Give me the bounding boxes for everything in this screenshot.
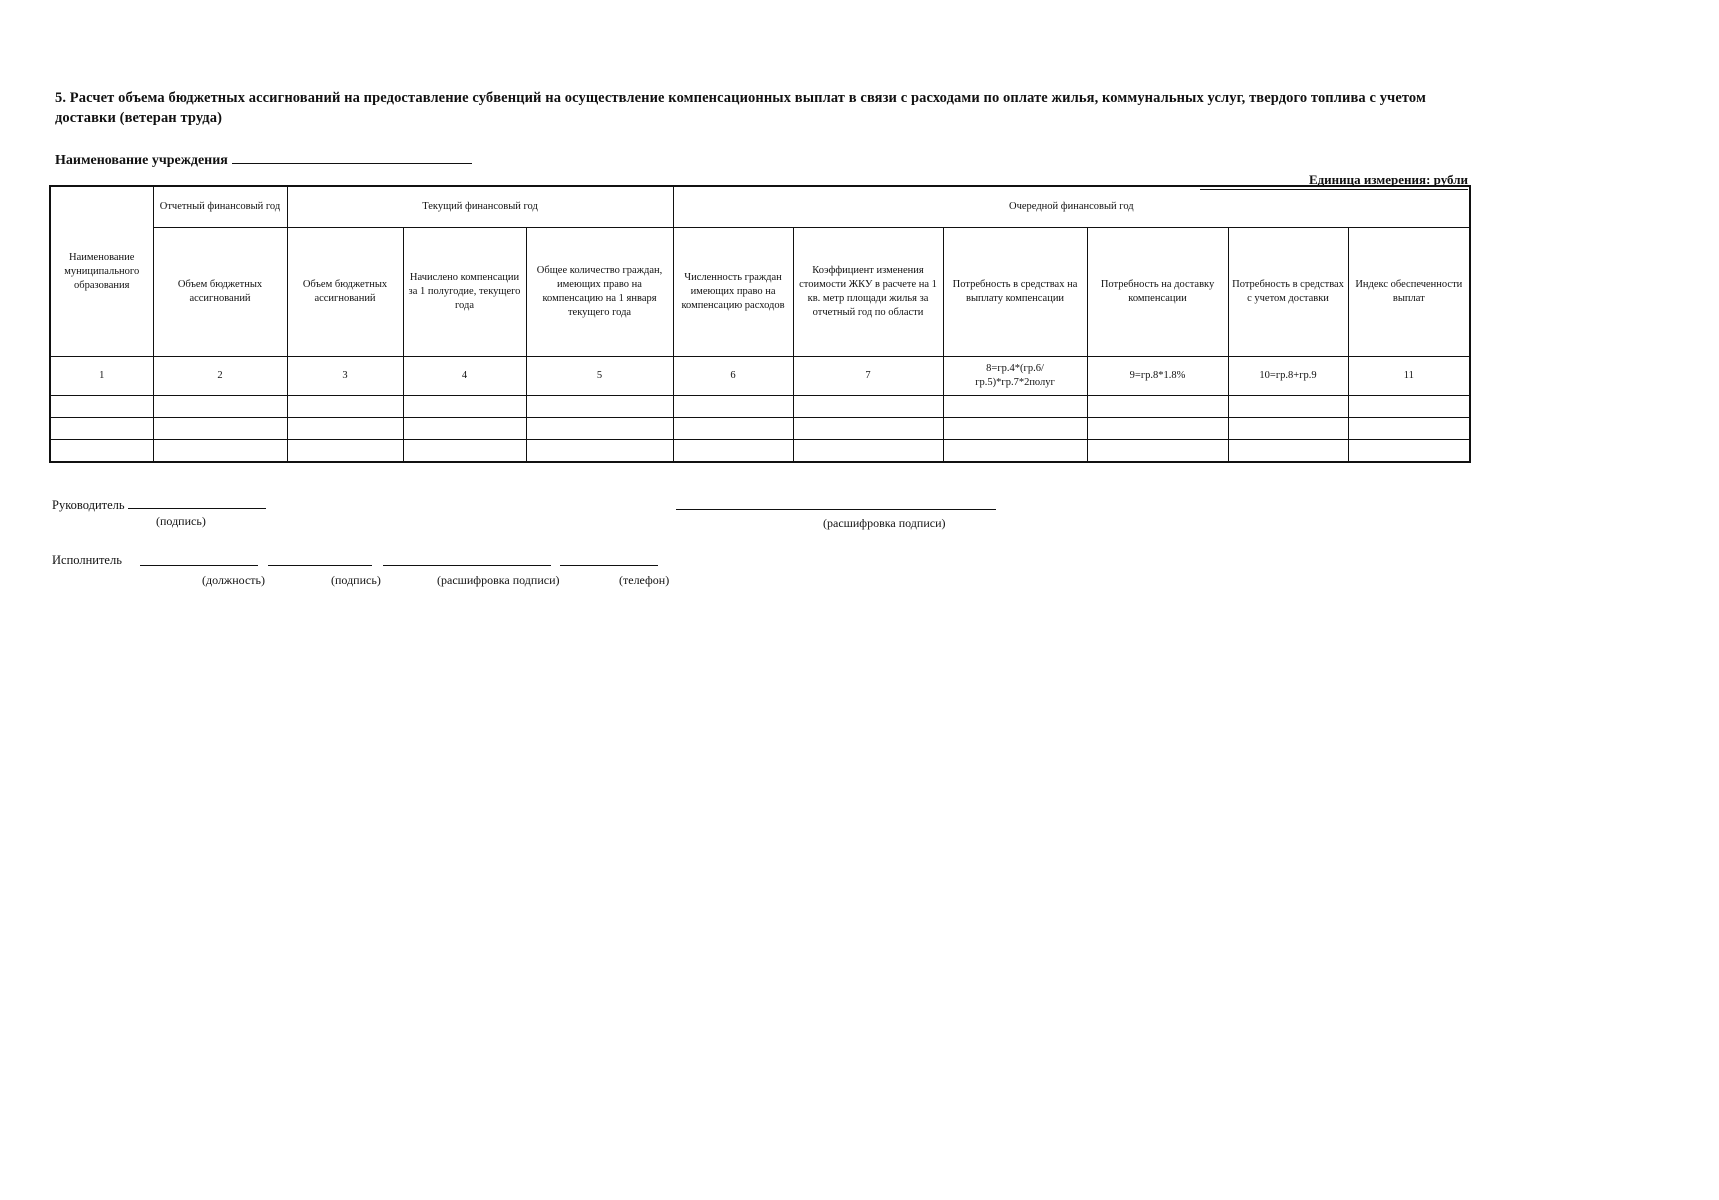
head-decoding-caption: (расшифровка подписи): [823, 516, 946, 530]
table-cell[interactable]: [153, 396, 287, 418]
head-signature-line[interactable]: [128, 496, 266, 509]
table-cell[interactable]: [1087, 396, 1228, 418]
header-col-3: Объем бюджетных ассигнований: [287, 228, 403, 357]
colnum-10-formula: 10=гр.8+гр.9: [1228, 357, 1348, 396]
table-cell[interactable]: [287, 418, 403, 440]
table-cell[interactable]: [793, 396, 943, 418]
header-col-9: Потребность на доставку компенсации: [1087, 228, 1228, 357]
executor-position-line[interactable]: [140, 553, 258, 566]
header-municipality: Наименование муниципального образования: [50, 186, 153, 357]
executor-caption-position: (должность): [202, 573, 265, 587]
executor-phone-line-wrap: [560, 553, 658, 570]
header-col-6: Численность граждан имеющих право на компенсацию расходов: [673, 228, 793, 357]
executor-phone-line[interactable]: [560, 553, 658, 566]
table-cell[interactable]: [153, 440, 287, 463]
institution-blank-line[interactable]: [232, 149, 472, 164]
table-cell[interactable]: [403, 396, 526, 418]
table-cell[interactable]: [1348, 418, 1470, 440]
executor-signature-line[interactable]: [268, 553, 372, 566]
table-cell[interactable]: [793, 440, 943, 463]
table-cell[interactable]: [1228, 440, 1348, 463]
head-signature-block: [52, 496, 266, 513]
table-cell[interactable]: [403, 440, 526, 463]
colnum-1: 1: [50, 357, 153, 396]
document-title: 5. Расчет объема бюджетных ассигнований на предоставление субвенций на осуществление компенсационных выплат в связи с расходами по оплате жилья, коммунальных услуг, твердого топлива с учетом доставки (ветеран труда): [55, 90, 1426, 126]
colnum-4: 4: [403, 357, 526, 396]
table-cell[interactable]: [526, 396, 673, 418]
calculation-table: [49, 185, 1471, 463]
colnum-11: 11: [1348, 357, 1470, 396]
header-row-columns: [50, 228, 1470, 357]
executor-signature-line-wrap: [268, 553, 372, 570]
executor-label: Исполнитель: [52, 553, 122, 567]
table-cell[interactable]: [1228, 418, 1348, 440]
table-cell[interactable]: [1348, 396, 1470, 418]
header-group-reporting-year: Отчетный финансовый год: [153, 186, 287, 228]
table-cell[interactable]: [793, 418, 943, 440]
header-col-4: Начислено компенсации за 1 полугодие, текущего года: [403, 228, 526, 357]
head-signature-caption: (подпись): [156, 514, 206, 528]
colnum-7: 7: [793, 357, 943, 396]
table-cell[interactable]: [50, 418, 153, 440]
table-cell[interactable]: [1087, 418, 1228, 440]
table-cell[interactable]: [526, 418, 673, 440]
table-cell[interactable]: [1228, 396, 1348, 418]
table-cell[interactable]: [403, 418, 526, 440]
executor-position-line-wrap: [140, 553, 258, 570]
table-cell[interactable]: [526, 440, 673, 463]
header-col-11: Индекс обеспеченности выплат: [1348, 228, 1470, 357]
colnum-2: 2: [153, 357, 287, 396]
colnum-8-formula: 8=гр.4*(гр.6/гр.5)*гр.7*2полуг: [943, 357, 1087, 396]
head-decoding-line[interactable]: [676, 497, 996, 510]
header-group-next-year: Очередной финансовый год: [673, 186, 1470, 228]
table-cell[interactable]: [1348, 440, 1470, 463]
head-label: Руководитель: [52, 498, 125, 512]
column-number-row: [50, 357, 1470, 396]
table-row: [50, 396, 1470, 418]
units-label: Единица измерения: рубли: [1200, 172, 1468, 190]
header-col-5: Общее количество граждан, имеющих право на компенсацию на 1 января текущего года: [526, 228, 673, 357]
table-cell[interactable]: [943, 418, 1087, 440]
institution-name-field: [55, 149, 472, 169]
executor-decoding-line[interactable]: [383, 553, 551, 566]
table-cell[interactable]: [673, 418, 793, 440]
table-cell[interactable]: [943, 440, 1087, 463]
table-cell[interactable]: [50, 396, 153, 418]
executor-caption-signature: (подпись): [331, 573, 381, 587]
colnum-6: 6: [673, 357, 793, 396]
colnum-5: 5: [526, 357, 673, 396]
header-group-current-year: Текущий финансовый год: [287, 186, 673, 228]
table-cell[interactable]: [943, 396, 1087, 418]
header-col-7: Коэффициент изменения стоимости ЖКУ в расчете на 1 кв. метр площади жилья за отчетный год по области: [793, 228, 943, 357]
institution-label: Наименование учреждения: [55, 153, 228, 168]
header-col-8: Потребность в средствах на выплату компенсации: [943, 228, 1087, 357]
header-col-2: Объем бюджетных ассигнований: [153, 228, 287, 357]
table-cell[interactable]: [1087, 440, 1228, 463]
table-cell[interactable]: [673, 396, 793, 418]
executor-caption-decoding: (расшифровка подписи): [437, 573, 560, 587]
executor-decoding-line-wrap: [383, 553, 551, 570]
header-row-groups: [50, 186, 1470, 228]
colnum-3: 3: [287, 357, 403, 396]
table-row: [50, 418, 1470, 440]
colnum-9-formula: 9=гр.8*1.8%: [1087, 357, 1228, 396]
table-cell[interactable]: [153, 418, 287, 440]
table-cell[interactable]: [673, 440, 793, 463]
table-cell[interactable]: [50, 440, 153, 463]
executor-caption-phone: (телефон): [619, 573, 670, 587]
table-row: [50, 440, 1470, 463]
table-cell[interactable]: [287, 396, 403, 418]
head-decoding-block: [676, 497, 996, 514]
header-col-10: Потребность в средствах с учетом доставки: [1228, 228, 1348, 357]
table-cell[interactable]: [287, 440, 403, 463]
